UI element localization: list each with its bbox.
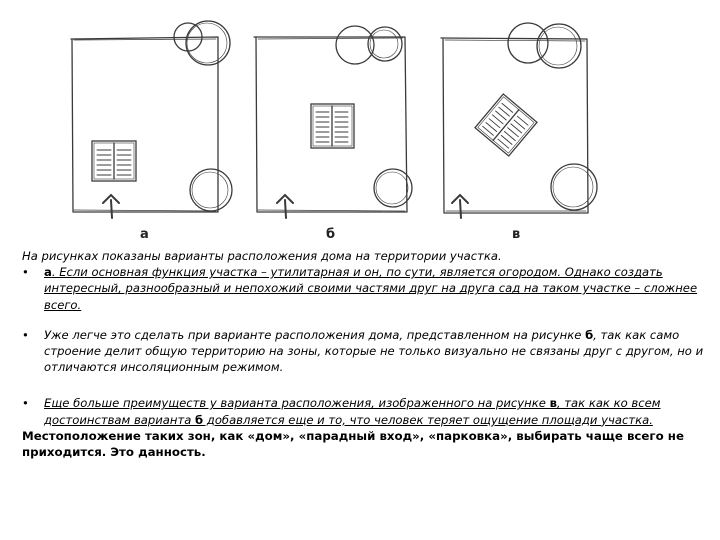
caption-a: а	[140, 227, 149, 242]
letter-a: а	[44, 265, 52, 280]
plot-c	[441, 23, 597, 218]
letter-c: в	[549, 396, 557, 411]
tree-icon	[190, 169, 232, 211]
bullet: •	[22, 396, 29, 411]
bullet: •	[22, 265, 29, 280]
house-icon	[92, 141, 136, 181]
tree-icon	[551, 164, 597, 210]
entrance-arrow-icon	[452, 195, 468, 218]
paragraph-b-text-2: , так как само строение делит общую территорию на зоны, которые не только визуально не связаны друг с другом, но и отличаются инсоляционным режимом.	[44, 327, 704, 375]
plot-b	[254, 26, 412, 218]
tree-icon	[336, 26, 402, 64]
paragraph-c-text-2: , так как ко всем достоинствам варианта	[44, 396, 661, 427]
entrance-arrow-icon	[103, 195, 119, 218]
tree-icon	[174, 21, 230, 65]
letter-b-ref: б	[195, 412, 204, 427]
caption-c: в	[512, 227, 521, 242]
entrance-arrow-icon	[277, 195, 293, 218]
paragraph-c-text-1: Еще больше преимуществ у варианта расположения, изображенного на рисунке	[44, 396, 550, 411]
site-plan-sketches	[0, 0, 720, 250]
paragraph-c-text-3: добавляется еще и то, что человек теряет ощущение площади участка.	[203, 412, 653, 427]
closing-statement: Местоположение таких зон, как «дом», «парадный вход», «парковка», выбирать чаще всего не приходится. Это данность.	[22, 428, 684, 460]
paragraph-c	[22, 395, 718, 427]
plot-a	[71, 21, 232, 218]
letter-b: б	[585, 327, 594, 342]
caption-b: б	[326, 227, 336, 242]
house-icon-rotated	[475, 94, 537, 156]
description-text	[22, 248, 718, 460]
paragraph-b-text-1: Уже легче это сделать при варианте расположения дома, представленном на рисунке	[44, 327, 586, 342]
paragraph-b	[22, 327, 718, 376]
bullet: •	[22, 327, 29, 342]
heading: На рисунках показаны варианты расположения дома на территории участка.	[22, 249, 502, 263]
paragraph-a-text: . Если основная функция участка – утилитарная и он, по сути, является огородом. Однако создать интересный, разнообразный и непохожий своими частями друг на друга сад на таком участке – сложнее всего.	[44, 265, 698, 312]
house-icon	[311, 104, 354, 148]
paragraph-a	[22, 264, 718, 313]
tree-icon	[508, 23, 581, 68]
